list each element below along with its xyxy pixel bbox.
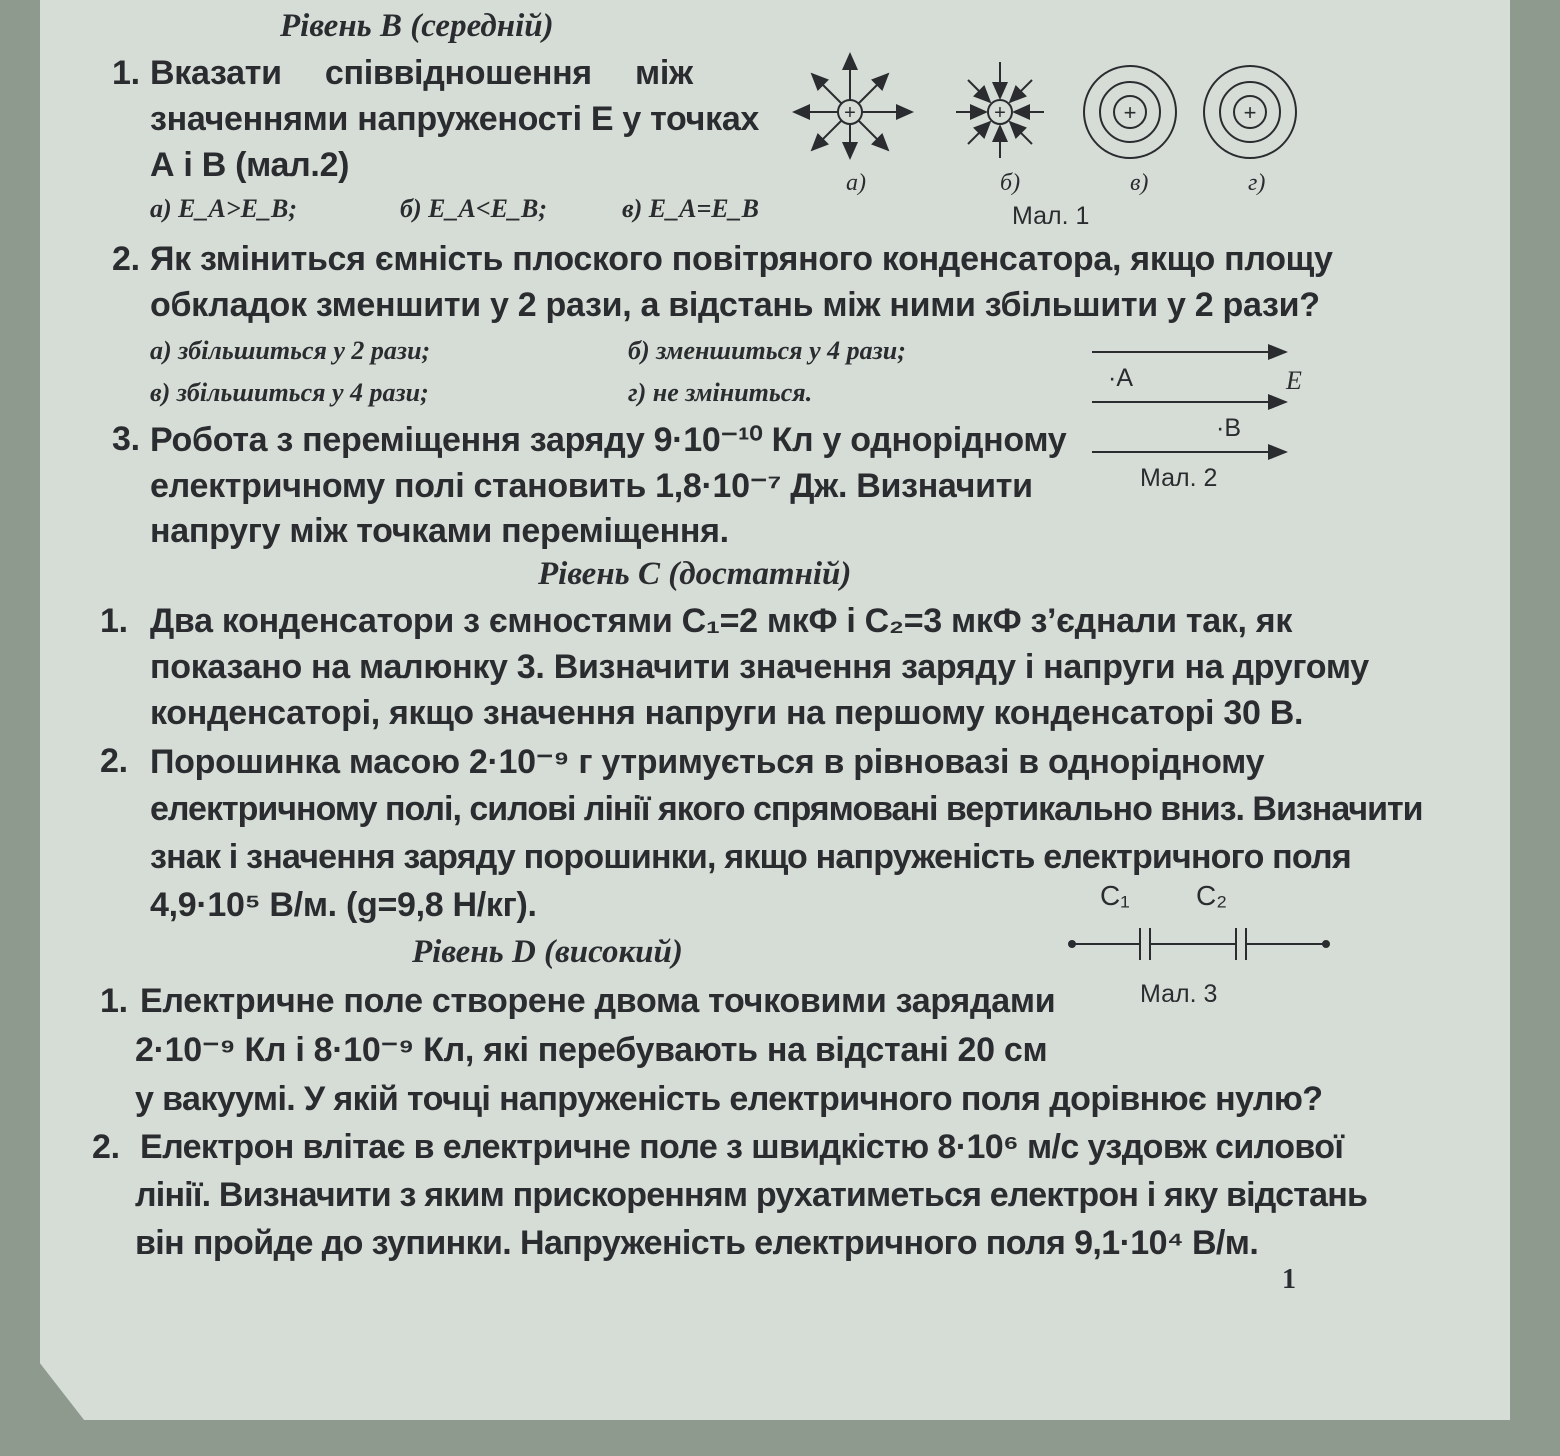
- level-b-q1-line1: Вказати співвідношення між: [150, 54, 693, 92]
- level-b-q1-answer-a: а) E_A>E_B;: [150, 194, 297, 223]
- level-b-q1-number: 1.: [112, 54, 140, 92]
- level-c-q2-line4: 4,9·10⁵ В/м. (g=9,8 Н/кг).: [150, 886, 537, 924]
- radial-field-inward: [956, 62, 1044, 158]
- radial-field-outward: [794, 54, 912, 158]
- level-c-q2-line2: електричному полі, силові лінії якого спрямовані вертикально вниз. Визначити: [150, 790, 1423, 828]
- mal3-c2-label: C₂: [1196, 880, 1228, 911]
- series-circuit: [1069, 928, 1329, 960]
- level-b-q3-line2: електричному полі становить 1,8·10⁻⁷ Дж. Визначити: [150, 467, 1033, 505]
- concentric-field-1: [1084, 66, 1176, 158]
- mal1-label-d: г): [1248, 170, 1266, 196]
- level-d-q1-number: 1.: [100, 982, 128, 1020]
- level-c-q2-line1: Порошинка масою 2·10⁻⁹ г утримується в рівновазі в однорідному: [150, 743, 1265, 781]
- level-d-q2-number: 2.: [92, 1128, 120, 1166]
- level-b-q3-line1: Робота з переміщення заряду 9·10⁻¹⁰ Кл у однорідному: [150, 421, 1067, 459]
- level-b-q2-answer-d: г) не зміниться.: [628, 378, 813, 407]
- mal1-label-a: а): [846, 170, 866, 196]
- mal3-c1-label: C₁: [1100, 880, 1130, 911]
- level-b-q2-answer-b: б) зменшиться у 4 рази;: [628, 336, 906, 365]
- level-d-q2-line1: Електрон влітає в електричне поле з швидкістю 8·10⁶ м/с уздовж силової: [140, 1128, 1344, 1166]
- level-b-q2-answer-a: а) збільшиться у 2 рази;: [150, 336, 431, 365]
- concentric-field-2: [1204, 66, 1296, 158]
- level-d-q2-line2: лінії. Визначити з яким прискоренням рухатиметься електрон і яку відстань: [135, 1176, 1368, 1214]
- mal3-caption: Мал. 3: [1140, 980, 1218, 1008]
- figure-mal2: [1086, 340, 1316, 470]
- mal2-point-b: ·В: [1216, 414, 1241, 442]
- mal2-field-label: E: [1286, 366, 1302, 395]
- level-d-q2-line3: він пройде до зупинки. Напруженість електричного поля 9,1·10⁴ В/м.: [135, 1224, 1259, 1262]
- mal1-label-b: б): [1000, 170, 1021, 196]
- level-d-q1-line1: Електричне поле створене двома точковими зарядами: [140, 982, 1056, 1020]
- level-c-title: Рівень С (достатній): [538, 556, 852, 592]
- level-c-q1-line1: Два конденсатори з ємностями C₁=2 мкФ і C₂=3 мкФ з’єднали так, як: [150, 602, 1293, 640]
- level-b-q3-number: 3.: [112, 420, 140, 458]
- level-d-q1-line3: у вакуумі. У якій точці напруженість електричного поля дорівнює нулю?: [135, 1080, 1323, 1118]
- figure-mal3: [1066, 920, 1336, 970]
- level-b-q3-line3: напругу між точками переміщення.: [150, 512, 729, 550]
- level-b-q1-line2: значеннями напруженості E у точках: [150, 100, 760, 138]
- level-c-q1-number: 1.: [100, 602, 128, 640]
- level-b-q2-number: 2.: [112, 240, 140, 278]
- level-b-q2-answer-c: в) збільшиться у 4 рази;: [150, 378, 429, 407]
- level-b-q1-answer-c: в) E_A=E_B: [622, 194, 759, 223]
- mal1-caption: Мал. 1: [1012, 202, 1090, 230]
- svg-text:+: +: [844, 102, 856, 124]
- mal1-label-c: в): [1130, 170, 1149, 196]
- svg-text:+: +: [994, 102, 1006, 124]
- level-b-q2-line2: обкладок зменшити у 2 рази, а відстань між ними збільшити у 2 рази?: [150, 286, 1320, 324]
- level-c-q2-line3: знак і значення заряду порошинки, якщо напруженість електричного поля: [150, 838, 1351, 876]
- mal2-point-a: ·А: [1108, 364, 1133, 392]
- level-c-q1-line2: показано на малюнку 3. Визначити значення заряду і напруги на другому: [150, 648, 1369, 686]
- level-d-q1-line2: 2·10⁻⁹ Кл і 8·10⁻⁹ Кл, які перебувають на відстані 20 см: [135, 1031, 1048, 1069]
- level-b-q1-answer-b: б) E_A<E_B;: [400, 194, 547, 223]
- level-d-title: Рівень D (високий): [412, 934, 683, 970]
- level-b-title: Рівень В (середній): [280, 8, 554, 44]
- svg-text:+: +: [1243, 100, 1257, 125]
- page-number: 1: [1282, 1264, 1296, 1295]
- level-c-q2-number: 2.: [100, 742, 128, 780]
- mal2-caption: Мал. 2: [1140, 464, 1218, 492]
- level-b-q2-line1: Як зміниться ємність плоского повітряного конденсатора, якщо площу: [150, 240, 1333, 278]
- svg-text:+: +: [1123, 100, 1137, 125]
- level-c-q1-line3: конденсаторі, якщо значення напруги на першому конденсаторі 30 В.: [150, 694, 1304, 732]
- level-b-q1-line3: А і В (мал.2): [150, 146, 350, 184]
